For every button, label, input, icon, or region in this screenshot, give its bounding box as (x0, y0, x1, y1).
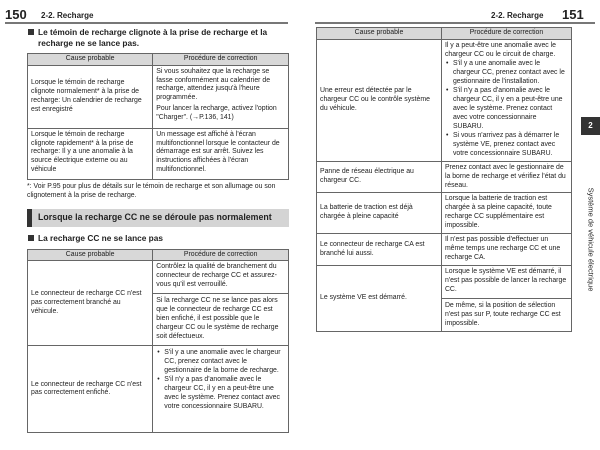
left-page-number: 150 (5, 7, 27, 22)
inner-divider (153, 345, 288, 346)
table-dc-causes-continued (316, 27, 572, 332)
chapter-side-label (581, 140, 600, 340)
list-item: • Si vous n'arrivez pas à démarrer le système VE, prenez contact avec votre concessionnaire SUBARU. (445, 132, 568, 159)
right-header-rule (315, 22, 595, 24)
correction-cell (153, 65, 289, 128)
left-section-title: 2-2. Recharge (41, 11, 94, 20)
cause-cell: Lorsque le témoin de recharge clignote normalement* à la prise de recharge: Un calendrier de recharge est enregistré (28, 65, 153, 128)
correction-text: De même, si la position de sélection n'est pas sur P, toute recharge CC est impossible. (444, 302, 561, 328)
table-row (317, 161, 572, 193)
correction-cell (153, 261, 289, 433)
column-header-correction: Procédure de correction (441, 28, 571, 40)
correction-text: Pour lancer la recharge, activez l'option "Charger". (→P.136, 141) (156, 105, 277, 122)
cause-cell: Le connecteur de recharge CC n'est pas correctement branché au véhicule. (28, 261, 153, 346)
correction-text: Contrôlez la qualité de branchement du connecteur de recharge CC et assurez-vous qu'il est verrouillé. (156, 263, 277, 289)
table-row (28, 65, 289, 128)
column-header-cause: Cause probable (28, 53, 153, 65)
cause-cell: Panne de réseau électrique au chargeur CC. (317, 161, 442, 193)
correction-cell (441, 39, 571, 161)
table-row (28, 261, 289, 346)
table-row (28, 128, 289, 179)
section-title-bar: Lorsque la recharge CC ne se déroule pas normalement (27, 209, 289, 226)
cause-cell: Le connecteur de recharge CA est branché lui aussi. (317, 234, 442, 266)
correction-cell: Il n'est pas possible d'effectuer un même temps une recharge CC et une recharge CA. (441, 234, 571, 266)
heading-dc-not-starting (27, 233, 289, 244)
square-bullet-icon (28, 29, 34, 35)
table-header-row (317, 28, 572, 40)
correction-cell (441, 266, 571, 332)
cause-cell: La batterie de traction est déjà chargée à pleine capacité (317, 193, 442, 234)
page-header (0, 0, 600, 26)
column-header-correction: Procédure de correction (153, 53, 289, 65)
inner-divider (442, 298, 571, 299)
correction-cell: Un message est affiché à l'écran multifonctionnel lorsque le contacteur de démarrage est sur arrêt. Suivez les instructions affichées à l'écran multifonctionnel. (153, 128, 289, 179)
square-bullet-icon (28, 235, 34, 241)
table-dc-causes (27, 249, 289, 434)
correction-bullet-list (445, 60, 568, 159)
correction-bullet-list (156, 349, 285, 412)
cause-cell: Une erreur est détectée par le chargeur CC ou le contrôle système du véhicule. (317, 39, 442, 161)
list-item: • S'il y a une anomalie avec le chargeur CC, prenez contact avec le gestionnaire de l'installation. (445, 60, 568, 87)
list-item: • S'il n'y a pas d'anomalie avec le chargeur CC, il y en a peut-être une avec le système. Prenez contact avec votre concessionnaire SUBARU. (156, 376, 285, 412)
footnote: *: Voir P.95 pour plus de détails sur le témoin de recharge et son allumage ou son clignotement à la prise de recharge. (27, 182, 276, 199)
correction-text: Si vous souhaitez que la recharge se fasse conformément au calendrier de recharge, attendez jusqu'à l'heure programmée. (156, 67, 271, 102)
left-header-rule (5, 22, 288, 24)
table-header-row (28, 249, 289, 261)
inner-divider (153, 293, 288, 294)
list-item: • S'il y a une anomalie avec le chargeur CC, prenez contact avec le gestionnaire de la borne de recharge. (156, 349, 285, 376)
cause-cell: Lorsque le témoin de recharge clignote rapidement* à la prise de recharge: Il y a une anomalie à la source électrique externe ou au véhicule (28, 128, 153, 179)
table-row (317, 234, 572, 266)
correction-text: Si la recharge CC ne se lance pas alors que le connecteur de recharge CC est bien enfiché, il est possible que le chargeur CC ou le système de recharge soit défectueux. (156, 297, 279, 341)
column-header-cause: Cause probable (28, 249, 153, 261)
correction-cell: Lorsque la batterie de traction est chargée à sa pleine capacité, toute recharge CC supplémentaire est impossible. (441, 193, 571, 234)
correction-cell: Prenez contact avec le gestionnaire de la borne de recharge et vérifiez l'état du réseau. (441, 161, 571, 193)
table-row (317, 193, 572, 234)
heading-text: Le témoin de recharge clignote à la prise de recharge et la recharge ne se lance pas. (38, 27, 268, 48)
cause-cell: Le système VE est démarré. (317, 266, 442, 332)
table-row (317, 266, 572, 332)
chapter-tab: 2 (581, 117, 600, 135)
table-row (317, 39, 572, 161)
right-section-title: 2-2. Recharge (491, 11, 544, 20)
column-header-correction: Procédure de correction (153, 249, 289, 261)
list-item: • S'il n'y a pas d'anomalie avec le chargeur CC, il y en a peut-être une avec le système. Prenez contact avec votre concessionnaire SUBARU. (445, 87, 568, 132)
table-blinking-causes (27, 53, 289, 180)
heading-text: La recharge CC ne se lance pas (38, 232, 163, 243)
correction-text: Il y a peut-être une anomalie avec le chargeur CC ou le circuit de charge. (444, 41, 557, 58)
right-page-number: 151 (562, 7, 584, 22)
cause-cell: Le connecteur de recharge CC n'est pas correctement enfiché. (28, 346, 153, 433)
correction-text: Lorsque le système VE est démarré, il n'est pas possible de lancer la recharge CC. (444, 268, 567, 294)
column-header-cause: Cause probable (317, 28, 442, 40)
left-page-content (27, 27, 289, 433)
chapter-title-vertical: Système de véhicule électrique (586, 187, 596, 292)
table-header-row (28, 53, 289, 65)
right-page-content (316, 27, 572, 332)
heading-blinking-indicator (27, 27, 289, 49)
